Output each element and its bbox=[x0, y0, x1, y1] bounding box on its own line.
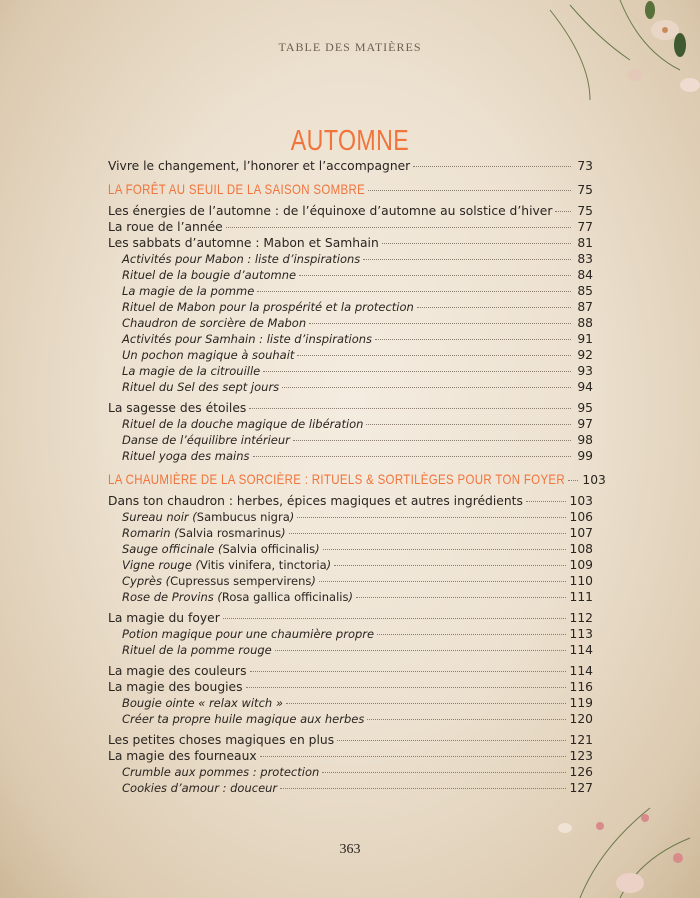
page-ref: 103 bbox=[569, 494, 593, 508]
toc-entry-title bbox=[122, 251, 360, 267]
page-ref: 87 bbox=[577, 300, 593, 314]
toc-entry[interactable] bbox=[108, 525, 593, 541]
entry-text: Vivre le changement, l’honorer et l’accompagner bbox=[108, 159, 411, 173]
entry-text: Rituel de la bougie d’automne bbox=[122, 268, 297, 282]
toc-entry[interactable] bbox=[108, 219, 593, 235]
page-ref: 85 bbox=[577, 284, 593, 298]
page-ref: 84 bbox=[577, 268, 593, 282]
dot-leader bbox=[223, 618, 566, 619]
dot-leader bbox=[260, 756, 566, 757]
entry-text: Rituel de la pomme rouge bbox=[122, 643, 272, 657]
entry-text: Les petites choses magiques en plus bbox=[108, 733, 335, 747]
page-ref: 97 bbox=[577, 417, 593, 431]
dot-leader bbox=[309, 323, 571, 324]
toc-entry-title bbox=[108, 158, 410, 174]
entry-text: La magie de la citrouille bbox=[122, 364, 261, 378]
toc-entry-title bbox=[122, 780, 277, 796]
toc-entry[interactable] bbox=[108, 780, 593, 796]
latin-name: Salvia officinalis bbox=[222, 542, 316, 556]
toc-entry[interactable] bbox=[108, 331, 593, 347]
dot-leader bbox=[568, 480, 578, 481]
toc-entry[interactable] bbox=[108, 251, 593, 267]
page-ref: 91 bbox=[577, 332, 593, 346]
toc-entry-title bbox=[108, 748, 257, 764]
toc-entry-title bbox=[108, 679, 243, 695]
toc-entry[interactable] bbox=[108, 764, 593, 780]
toc-entry-title bbox=[122, 299, 414, 315]
page-ref: 103 bbox=[582, 473, 606, 487]
page-ref: 99 bbox=[577, 449, 593, 463]
toc-entry[interactable] bbox=[108, 347, 593, 363]
dot-leader bbox=[297, 517, 565, 518]
toc-entry-title bbox=[108, 203, 552, 219]
toc-entry-title bbox=[122, 525, 286, 541]
page-ref: 75 bbox=[577, 204, 593, 218]
entry-text: Les sabbats d’automne : Mabon et Samhain bbox=[108, 236, 379, 250]
entry-text: Activités pour Samhain : liste d’inspirations bbox=[122, 332, 373, 346]
dot-leader bbox=[299, 275, 571, 276]
toc-entry-title bbox=[122, 267, 296, 283]
entry-text: La magie des fourneaux bbox=[108, 749, 257, 763]
toc-entry-title bbox=[122, 695, 283, 711]
toc-entry[interactable] bbox=[108, 400, 593, 416]
page-ref: 116 bbox=[569, 680, 593, 694]
paren-close: ) bbox=[281, 526, 286, 540]
toc-entry-title bbox=[122, 347, 294, 363]
toc-entry-title bbox=[108, 219, 223, 235]
entry-text: Bougie ointe « relax witch » bbox=[122, 696, 283, 710]
page-ref: 93 bbox=[577, 364, 593, 378]
toc-entry-title bbox=[122, 589, 353, 605]
entry-text: Rituel de Mabon pour la prospérité et la protection bbox=[122, 300, 414, 314]
toc-entry[interactable] bbox=[108, 711, 593, 727]
entry-text: Les énergies de l’automne : de l’équinoxe d’automne au solstice d’hiver bbox=[108, 204, 553, 218]
page-ref: 112 bbox=[569, 611, 593, 625]
dot-leader bbox=[250, 671, 566, 672]
toc-entry[interactable] bbox=[108, 509, 593, 525]
entry-text: La sagesse des étoiles bbox=[108, 401, 247, 415]
toc-entry[interactable] bbox=[108, 267, 593, 283]
dot-leader bbox=[297, 355, 571, 356]
page-ref: 113 bbox=[569, 627, 593, 641]
dot-leader bbox=[555, 211, 571, 212]
floral-decoration-top-right bbox=[530, 0, 700, 110]
dot-leader bbox=[366, 424, 571, 425]
toc-entry[interactable] bbox=[108, 679, 593, 695]
latin-name: Cupressus sempervirens bbox=[170, 574, 312, 588]
toc-entry-title bbox=[122, 711, 364, 727]
dot-leader bbox=[363, 259, 571, 260]
toc-entry[interactable] bbox=[108, 448, 593, 464]
toc-entry-title bbox=[122, 557, 331, 573]
entry-text: Un pochon magique à souhait bbox=[122, 348, 295, 362]
toc-entry-title bbox=[108, 732, 334, 748]
entry-text: Activités pour Mabon : liste d’inspirations bbox=[122, 252, 361, 266]
table-of-contents bbox=[108, 158, 606, 796]
toc-entry-title bbox=[122, 642, 272, 658]
toc-entry-title bbox=[122, 626, 374, 642]
dot-leader bbox=[382, 243, 571, 244]
toc-entry[interactable] bbox=[108, 493, 593, 509]
dot-leader bbox=[280, 788, 565, 789]
dot-leader bbox=[289, 533, 566, 534]
page-ref: 114 bbox=[569, 643, 593, 657]
toc-entry-title bbox=[122, 363, 260, 379]
entry-text: Vigne rouge ( bbox=[122, 558, 200, 572]
page-ref: 114 bbox=[569, 664, 593, 678]
dot-leader bbox=[322, 772, 565, 773]
entry-text: Dans ton chaudron : herbes, épices magiques et autres ingrédients bbox=[108, 494, 523, 508]
page-ref: 106 bbox=[569, 510, 593, 524]
page-ref: 126 bbox=[569, 765, 593, 779]
toc-entry[interactable] bbox=[108, 695, 593, 711]
page-ref: 121 bbox=[569, 733, 593, 747]
toc-entry[interactable] bbox=[108, 299, 593, 315]
toc-entry-title bbox=[122, 764, 319, 780]
dot-leader bbox=[526, 501, 566, 502]
toc-entry[interactable] bbox=[108, 235, 593, 251]
toc-entry[interactable] bbox=[108, 158, 593, 174]
dot-leader bbox=[286, 703, 566, 704]
toc-entry[interactable] bbox=[108, 363, 593, 379]
toc-section-heading[interactable] bbox=[108, 468, 606, 490]
toc-entry[interactable] bbox=[108, 748, 593, 764]
toc-entry[interactable] bbox=[108, 203, 593, 219]
toc-entry[interactable] bbox=[108, 315, 593, 331]
dot-leader bbox=[226, 227, 571, 228]
entry-text: La magie des bougies bbox=[108, 680, 243, 694]
entry-text: Créer ta propre huile magique aux herbes bbox=[122, 712, 365, 726]
toc-entry-title bbox=[108, 235, 379, 251]
toc-entry-title bbox=[122, 283, 254, 299]
entry-text: Cyprès ( bbox=[122, 574, 171, 588]
toc-entry-title bbox=[108, 493, 523, 509]
toc-entry[interactable] bbox=[108, 642, 593, 658]
dot-leader bbox=[253, 456, 572, 457]
page-ref: 119 bbox=[569, 696, 593, 710]
entry-text: Rituel yoga des mains bbox=[122, 449, 250, 463]
toc-entry[interactable] bbox=[108, 283, 593, 299]
page-ref: 95 bbox=[577, 401, 593, 415]
dot-leader bbox=[263, 371, 571, 372]
toc-entry[interactable] bbox=[108, 557, 593, 573]
toc-entry[interactable] bbox=[108, 732, 593, 748]
toc-entry[interactable] bbox=[108, 589, 593, 605]
entry-text: Cookies d’amour : douceur bbox=[122, 781, 278, 795]
entry-text: Sureau noir ( bbox=[122, 510, 197, 524]
dot-leader bbox=[417, 307, 571, 308]
latin-name: Salvia rosmarinus bbox=[178, 526, 282, 540]
entry-text: La magie de la pomme bbox=[122, 284, 255, 298]
toc-entry[interactable] bbox=[108, 573, 593, 589]
toc-entry[interactable] bbox=[108, 432, 593, 448]
dot-leader bbox=[334, 565, 565, 566]
dot-leader bbox=[319, 581, 566, 582]
latin-name: Vitis vinifera, tinctoria bbox=[199, 558, 327, 572]
entry-text: La magie du foyer bbox=[108, 611, 220, 625]
toc-entry[interactable] bbox=[108, 416, 593, 432]
dot-leader bbox=[257, 291, 571, 292]
toc-section-heading[interactable] bbox=[108, 178, 593, 200]
page-ref: 88 bbox=[577, 316, 593, 330]
toc-entry[interactable] bbox=[108, 610, 593, 626]
paren-close: ) bbox=[326, 558, 332, 572]
chapter-title: AUTOMNE bbox=[290, 125, 410, 158]
entry-text: Crumble aux pommes : protection bbox=[122, 765, 320, 779]
toc-entry-title bbox=[108, 610, 220, 626]
entry-text: Danse de l’équilibre intérieur bbox=[122, 433, 290, 447]
toc-entry-title bbox=[122, 448, 250, 464]
toc-entry-title bbox=[122, 541, 320, 557]
toc-entry-title bbox=[122, 573, 316, 589]
page-number: 363 bbox=[339, 842, 361, 857]
dot-leader bbox=[246, 687, 566, 688]
toc-entry[interactable] bbox=[108, 626, 593, 642]
dot-leader bbox=[375, 339, 571, 340]
dot-leader bbox=[356, 597, 566, 598]
latin-name: Sambucus nigra bbox=[196, 510, 290, 524]
entry-text: Sauge officinale ( bbox=[122, 542, 223, 556]
toc-entry-title bbox=[108, 468, 565, 490]
page-ref: 110 bbox=[569, 574, 593, 588]
page-ref: 120 bbox=[569, 712, 593, 726]
entry-text: La magie des couleurs bbox=[108, 664, 247, 678]
page-ref: 98 bbox=[577, 433, 593, 447]
toc-entry-title bbox=[108, 400, 246, 416]
dot-leader bbox=[282, 387, 571, 388]
toc-entry[interactable] bbox=[108, 541, 593, 557]
dot-leader bbox=[323, 549, 566, 550]
entry-text: LA FORÊT AU SEUIL DE LA SAISON SOMBRE bbox=[108, 181, 366, 197]
paren-close: ) bbox=[311, 574, 316, 588]
page-ref: 83 bbox=[577, 252, 593, 266]
dot-leader bbox=[367, 719, 565, 720]
page-ref: 73 bbox=[577, 159, 593, 173]
page-ref: 109 bbox=[569, 558, 593, 572]
entry-text: Rose de Provins ( bbox=[122, 590, 222, 604]
running-header: TABLE DES MATIÈRES bbox=[278, 40, 422, 54]
page-ref: 81 bbox=[577, 236, 593, 250]
page-ref: 107 bbox=[569, 526, 593, 540]
toc-entry-title bbox=[108, 663, 247, 679]
dot-leader bbox=[413, 166, 571, 167]
toc-entry-title bbox=[108, 178, 365, 200]
latin-name: Rosa gallica officinalis bbox=[221, 590, 349, 604]
page-ref: 94 bbox=[577, 380, 593, 394]
paren-close: ) bbox=[348, 590, 353, 604]
dot-leader bbox=[275, 650, 566, 651]
dot-leader bbox=[377, 634, 565, 635]
toc-entry-title bbox=[122, 331, 372, 347]
paren-close: ) bbox=[289, 510, 295, 524]
entry-text: Potion magique pour une chaumière propre bbox=[122, 627, 375, 641]
entry-text: La roue de l’année bbox=[108, 220, 223, 234]
entry-text: Rituel du Sel des sept jours bbox=[122, 380, 280, 394]
toc-entry-title bbox=[122, 509, 294, 525]
dot-leader bbox=[249, 408, 571, 409]
toc-entry[interactable] bbox=[108, 379, 593, 395]
entry-text: Chaudron de sorcière de Mabon bbox=[122, 316, 307, 330]
page-ref: 92 bbox=[577, 348, 593, 362]
dot-leader bbox=[368, 190, 571, 191]
entry-text: Romarin ( bbox=[122, 526, 179, 540]
dot-leader bbox=[337, 740, 565, 741]
toc-entry[interactable] bbox=[108, 663, 593, 679]
toc-entry-title bbox=[122, 416, 363, 432]
page-ref: 108 bbox=[569, 542, 593, 556]
toc-entry-title bbox=[122, 432, 290, 448]
paren-close: ) bbox=[315, 542, 320, 556]
dot-leader bbox=[293, 440, 571, 441]
page-ref: 111 bbox=[569, 590, 593, 604]
page-ref: 75 bbox=[577, 183, 593, 197]
page-ref: 123 bbox=[569, 749, 593, 763]
page-ref: 127 bbox=[569, 781, 593, 795]
toc-entry-title bbox=[122, 379, 279, 395]
entry-text: Rituel de la douche magique de libération bbox=[122, 417, 364, 431]
entry-text: LA CHAUMIÈRE DE LA SORCIÈRE : RITUELS & SORTILÈGES POUR TON FOYER bbox=[108, 471, 566, 487]
page-ref: 77 bbox=[577, 220, 593, 234]
toc-entry-title bbox=[122, 315, 306, 331]
